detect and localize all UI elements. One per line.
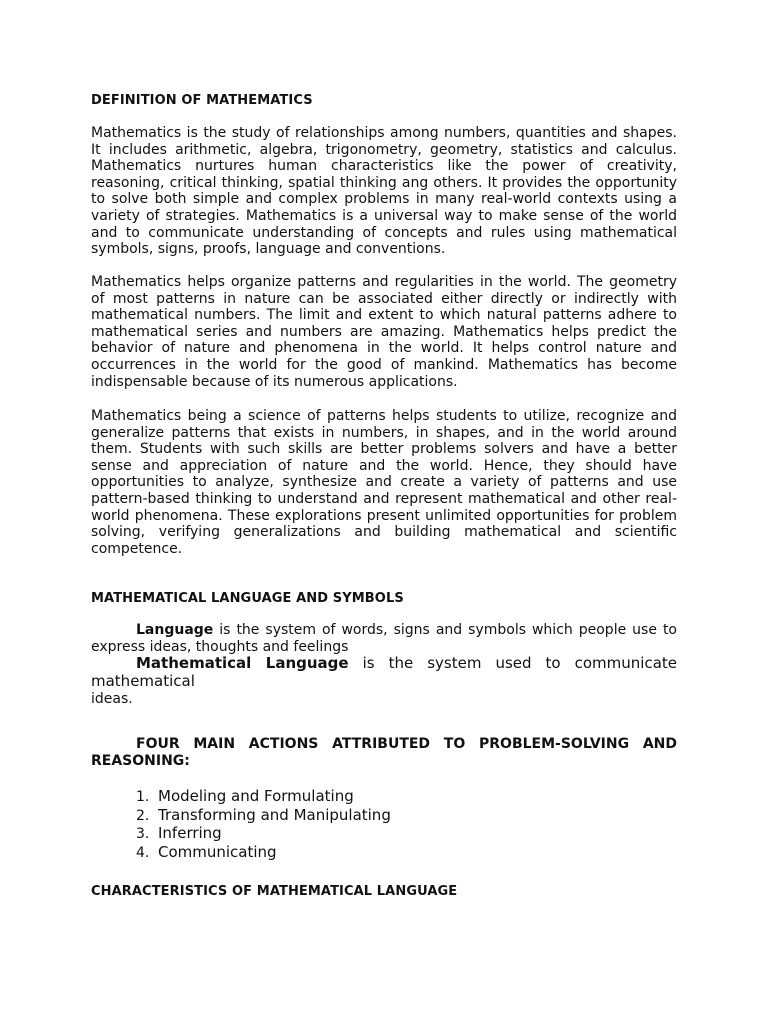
mathematical-language-definition-text: is the system used to communicate mathematical: [91, 654, 677, 690]
list-item: [91, 824, 677, 843]
mathematical-language-definition: [91, 655, 677, 690]
heading-characteristics-of-mathematical-language: CHARACTERISTICS OF MATHEMATICAL LANGUAGE: [91, 884, 458, 899]
list-item: [91, 843, 677, 862]
list-item-text: Modeling and Formulating: [158, 787, 354, 805]
actions-list: [91, 787, 677, 861]
list-item-number: 4.: [136, 844, 150, 861]
language-term: Language: [136, 622, 214, 638]
list-item-text: Communicating: [158, 842, 277, 861]
list-item: [91, 787, 677, 806]
heading-definition-of-mathematics: DEFINITION OF MATHEMATICS: [91, 93, 313, 108]
language-definition-text: is the system of words, signs and symbols which people use to express ideas, thoughts and feelings: [91, 622, 677, 655]
paragraph-science-of-patterns: Mathematics being a science of patterns helps students to utilize, recognize and generalize patterns that exists in numbers, in shapes, and in the world around them. Students with such skills are better problems solvers and have a better sense and appreciation of nature and the world. Hence, they should have opportunities to analyze, synthesize and create a variety of patterns and use pattern-based thinking to understand and represent mathematical and other real-world phenomena. These explorations present unlimited opportunities for problem solving, verifying generalizations and building mathematical and scientific competence.: [91, 408, 677, 557]
list-item-number: 1.: [136, 789, 150, 805]
heading-four-main-actions: FOUR MAIN ACTIONS ATTRIBUTED TO PROBLEM-SOLVING AND REASONING:: [91, 736, 677, 769]
heading-mathematical-language-and-symbols: MATHEMATICAL LANGUAGE AND SYMBOLS: [91, 591, 404, 606]
list-item-number: 3.: [136, 826, 150, 842]
list-item-text: Inferring: [158, 824, 222, 842]
language-definition: [91, 622, 677, 655]
list-item-text: Transforming and Manipulating: [158, 805, 391, 824]
list-item-number: 2.: [136, 807, 150, 824]
mathematical-language-term: Mathematical Language: [136, 654, 349, 672]
paragraph-definition: Mathematics is the study of relationships among numbers, quantities and shapes. It includes arithmetic, algebra, trigonometry, geometry, statistics and calculus. Mathematics nurtures human characteristics like the power of creativity, reasoning, critical thinking, spatial thinking ang others. It provides the opportunity to solve both simple and complex problems in many real-world contexts using a variety of strategies. Mathematics is a universal way to make sense of the world and to communicate understanding of concepts and rules using mathematical symbols, signs, proofs, language and conventions.: [91, 125, 677, 258]
list-item: [91, 806, 677, 825]
paragraph-patterns: Mathematics helps organize patterns and regularities in the world. The geometry of most patterns in nature can be associated either directly or indirectly with mathematical numbers. The limit and extent to which natural patterns adhere to mathematical series and numbers are amazing. Mathematics helps predict the behavior of nature and phenomena in the world. It helps control nature and occurrences in the world for the good of mankind. Mathematics has become indispensable because of its numerous applications.: [91, 274, 677, 390]
mathematical-language-definition-end: ideas.: [91, 691, 133, 707]
